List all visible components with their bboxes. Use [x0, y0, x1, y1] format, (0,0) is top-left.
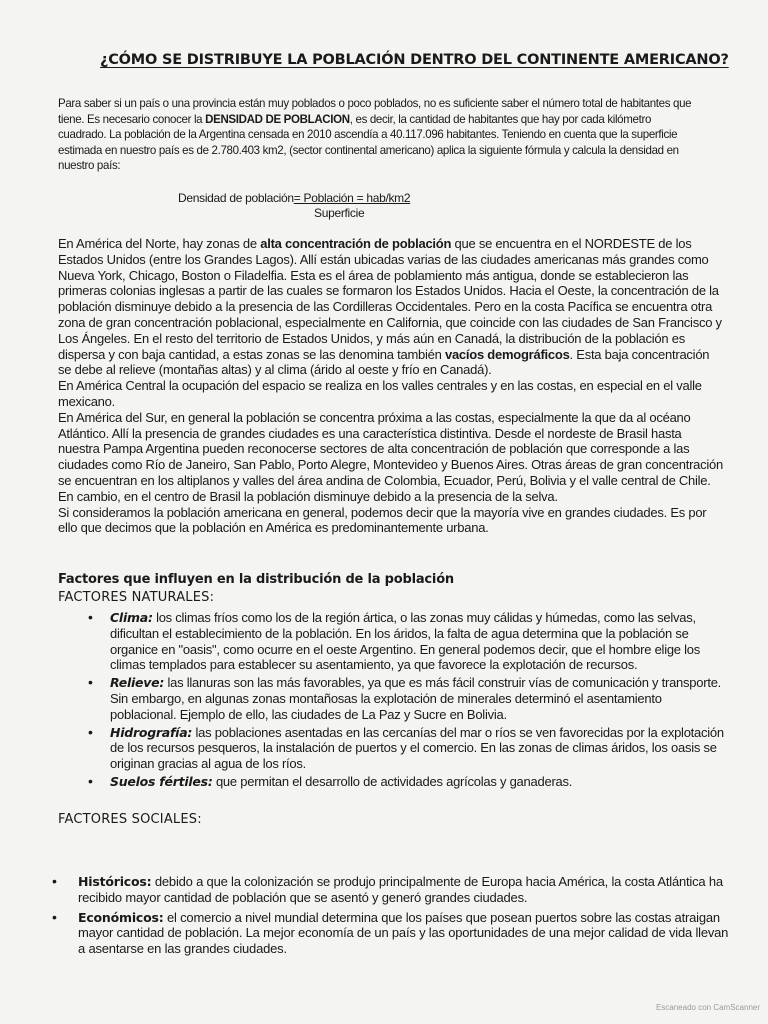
- list-item: [84, 725, 724, 772]
- factor-term: Relieve:: [110, 675, 165, 691]
- bullet-icon: •: [88, 772, 93, 789]
- page-title: ¿CÓMO SE DISTRIBUYE LA POBLACIÓN DENTRO DEL CONTINENTE AMERICANO?: [100, 52, 729, 68]
- factor-text: el comercio a nivel mundial determina que los países que posean puertos sobre las costas atraigan mayor cantidad de población. La mejor economía de un país y las oportunidades de una mejor calidad de vida llevan a asentarse en las grandes ciudades.: [78, 909, 729, 957]
- intro-text-2: , es decir, la cantidad de habitantes que hay por cada kilómetro cuadrado. La población de la Argentina censada en 2010 ascendía a 40.117.096 habitantes. Teniendo en cuenta que la superficie estimada en nuestro país es de 2.780.403 km2, (sector continental americano) aplica la siguiente fórmula y calcula la densidad en nuestro país:: [58, 111, 679, 173]
- bullet-icon: •: [52, 908, 57, 925]
- bold-term: vacíos demográficos: [444, 346, 570, 362]
- list-item: [50, 910, 730, 957]
- bullet-icon: •: [88, 674, 93, 691]
- natural-factors-heading: FACTORES NATURALES:: [58, 590, 215, 605]
- social-factors-list: [50, 874, 730, 961]
- bullet-icon: •: [88, 723, 93, 740]
- natural-factors-list: [84, 610, 724, 792]
- paragraph-south-america: En América del Sur, en general la población se concentra próxima a las costas, especialmente la que da al océano Atlántico. Allí la presencia de grandes ciudades es una característica distintiva. Desde el nordeste de Brasil hasta nuestra Pampa Argentina pueden reconocerse sectores de alta concentración de población que corresponde a las ciudades como Río de Janeiro, San Pablo, Porto Alegre, Montevideo y Buenos Aires. Otras áreas de gran concentración se encuentran en los altiplanos y valles del área andina de Colombia, Ecuador, Perú, Bolivia y el valle central de Chile. En cambio, en el centro de Brasil la población disminuye debido a la presencia de la selva.: [58, 409, 723, 504]
- factor-text: los climas fríos como los de la región ártica, o las zonas muy cálidas y húmedas, como las selvas, dificultan el establecimiento de la población. En los áridos, la falta de agua determina que la población se organice en "oasis", como ocurre en el oeste Argentino. En general podemos decir, que el hombre elige los climas templados para establecer su asentamiento, ya que favorece la explotación de recursos.: [110, 610, 701, 673]
- list-item: [50, 874, 730, 906]
- factor-text: que permitan el desarrollo de actividades agrícolas y ganaderas.: [212, 773, 573, 789]
- factor-text: las llanuras son las más favorables, ya que es más fácil construir vías de comunicación y transporte. Sin embargo, en algunas zonas montañosas la explotación de minerales determinó el asentamiento poblacional. Ejemplo de ello, las ciudades de La Paz y Sucre en Bolivia.: [110, 675, 722, 722]
- body-text: [58, 236, 724, 536]
- formula-denominator: Superficie: [314, 206, 365, 220]
- formula-lhs: Densidad de población: [178, 191, 294, 205]
- bold-term: alta concentración de población: [260, 236, 452, 251]
- text-span: En América del Norte, hay zonas de: [58, 236, 261, 251]
- factor-text: debido a que la colonización se produjo principalmente de Europa hacia América, la costa Atlántica ha recibido mayor cantidad de población que se asentó y generó grandes ciudades.: [78, 874, 723, 905]
- paragraph-central-america: En América Central la ocupación del espacio se realiza en los valles centrales y en las costas, en especial en el valle mexicano.: [58, 378, 702, 409]
- paragraph-conclusion: Si consideramos la población americana en general, podemos decir que la mayoría vive en grandes ciudades. Es por ello que decimos que la población en América es predominantemente urbana.: [58, 504, 707, 536]
- scanner-watermark: Escaneado con CamScanner: [655, 1003, 760, 1012]
- density-formula: [178, 191, 538, 220]
- text-span: que se encuentra en el NORDESTE de los Estados Unidos (entre los Grandes Lagos). Allí están ubicadas varias de las ciudades americanas más grandes como Nueva York, Chicago, Boston o Filadelfia. Esta es el área de poblamiento más antigua, donde se establecieron las primeras colonias inglesas a partir de las cuales se formaron los Estados Unidos. Hacia el Oeste, la concentración de la población disminuye debido a la presencia de las Cordilleras Occidentales. Pero en la costa Pacífica se encuentra otra zona de gran concentración poblacional, especialmente en California, que coincide con las ciudades de San Francisco y Los Ángeles. En el resto del territorio de Estados Unidos, y más aún en Canadá, la distribución de la población es dispersa y con baja cantidad, a estas zonas se las denomina también: [58, 236, 722, 362]
- list-item: [84, 774, 724, 790]
- factor-term: Históricos:: [78, 874, 152, 889]
- paragraph-north-america: [58, 236, 724, 378]
- social-factors-heading: FACTORES SOCIALES:: [58, 812, 202, 827]
- bullet-icon: •: [52, 873, 57, 889]
- factor-term: Hidrografía:: [110, 724, 193, 740]
- factors-heading: Factores que influyen en la distribución de la población: [58, 572, 454, 587]
- factor-text: las poblaciones asentadas en las cercanías del mar o ríos se ven favorecidas por la explotación de los recursos pesqueros, la instalación de puertos y el comercio. En las zonas de climas áridos, los oasis se originan gracias al agua de los ríos.: [110, 724, 724, 772]
- intro-bold-term: DENSIDAD DE POBLACION: [205, 111, 350, 126]
- factor-term: Clima:: [110, 610, 153, 625]
- formula-numerator: = Población = hab/km2: [293, 191, 411, 205]
- text-span: . Esta baja concentración se debe al relieve (montañas altas) y al clima (árido al oeste y frío en Canadá).: [58, 346, 710, 378]
- list-item: [84, 610, 724, 673]
- intro-text-1: Para saber si un país o una provincia están muy poblados o poco poblados, no es suficiente saber el número total de habitantes que tiene. Es necesario conocer la: [58, 96, 692, 126]
- list-item: [84, 675, 724, 722]
- factor-term: Suelos fértiles:: [110, 773, 213, 789]
- bullet-icon: •: [88, 609, 93, 625]
- factor-term: Económicos:: [78, 909, 164, 925]
- intro-paragraph: [58, 96, 692, 174]
